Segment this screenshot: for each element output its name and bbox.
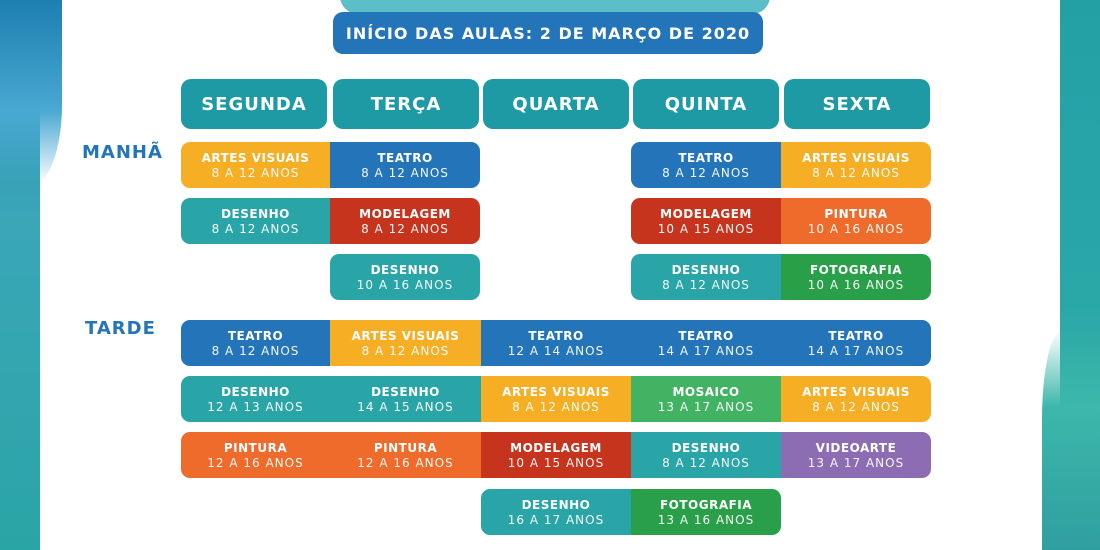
class-block	[330, 198, 480, 244]
class-title: TEATRO	[227, 329, 284, 343]
class-age-range: 8 A 12 ANOS	[662, 166, 750, 180]
class-block	[481, 489, 631, 535]
class-age-range: 8 A 12 ANOS	[512, 400, 600, 414]
class-block	[631, 432, 781, 478]
class-block	[781, 254, 931, 300]
class-block	[481, 376, 631, 422]
period-label-afternoon: TARDE	[85, 318, 156, 339]
class-block	[181, 198, 330, 244]
day-header-wednesday: QUARTA	[483, 79, 629, 129]
class-age-range: 12 A 14 ANOS	[507, 344, 605, 358]
class-title: TEATRO	[528, 329, 584, 343]
class-age-range: 13 A 17 ANOS	[807, 456, 905, 470]
class-title: PINTURA	[373, 441, 438, 455]
left-watercolor-wash	[0, 0, 62, 185]
right-watercolor-wash	[1042, 330, 1100, 550]
class-title: DESENHO	[671, 441, 741, 455]
class-block	[330, 254, 480, 300]
class-age-range: 13 A 17 ANOS	[657, 400, 755, 414]
class-title: MODELAGEM	[359, 207, 451, 221]
class-title: TEATRO	[377, 151, 433, 165]
class-age-range: 8 A 12 ANOS	[211, 344, 300, 358]
class-age-range: 10 A 16 ANOS	[807, 222, 905, 236]
class-block	[781, 142, 931, 188]
class-title: FOTOGRAFIA	[809, 263, 903, 277]
class-block	[781, 432, 931, 478]
class-age-range: 10 A 15 ANOS	[657, 222, 755, 236]
class-age-range: 8 A 12 ANOS	[361, 166, 449, 180]
class-block	[631, 489, 781, 535]
class-block	[330, 320, 481, 366]
class-age-range: 12 A 16 ANOS	[207, 456, 304, 470]
class-block	[781, 376, 931, 422]
class-age-range: 8 A 12 ANOS	[361, 222, 449, 236]
class-age-range: 8 A 12 ANOS	[662, 278, 750, 292]
class-block	[631, 320, 781, 366]
class-block	[330, 376, 481, 422]
class-block	[330, 142, 480, 188]
class-age-range: 14 A 17 ANOS	[657, 344, 755, 358]
day-header-friday: SEXTA	[784, 79, 930, 129]
class-block	[781, 198, 931, 244]
class-block	[631, 142, 781, 188]
class-title: ARTES VISUAIS	[351, 329, 460, 343]
class-age-range: 8 A 12 ANOS	[211, 222, 300, 236]
period-label-morning: MANHÃ	[82, 142, 163, 163]
class-title: PINTURA	[223, 441, 288, 455]
class-title: TEATRO	[678, 329, 734, 343]
class-title: DESENHO	[221, 207, 290, 221]
class-block	[481, 432, 631, 478]
day-header-monday: SEGUNDA	[181, 79, 327, 129]
class-title: DESENHO	[371, 385, 440, 399]
class-title: DESENHO	[221, 385, 290, 399]
class-block	[781, 320, 931, 366]
class-age-range: 14 A 17 ANOS	[807, 344, 905, 358]
class-title: DESENHO	[671, 263, 741, 277]
class-block	[481, 320, 631, 366]
class-title: MODELAGEM	[510, 441, 602, 455]
class-title: FOTOGRAFIA	[659, 498, 753, 512]
class-age-range: 14 A 15 ANOS	[357, 400, 454, 414]
class-age-range: 8 A 12 ANOS	[812, 166, 900, 180]
class-title: ARTES VISUAIS	[802, 385, 910, 399]
class-block	[631, 198, 781, 244]
class-age-range: 12 A 13 ANOS	[207, 400, 304, 414]
class-title: TEATRO	[828, 329, 884, 343]
class-block	[631, 376, 781, 422]
class-age-range: 8 A 12 ANOS	[361, 344, 450, 358]
day-header-tuesday: TERÇA	[333, 79, 479, 129]
class-age-range: 16 A 17 ANOS	[507, 513, 605, 527]
right-watercolor-border	[1060, 0, 1100, 550]
class-age-range: 13 A 16 ANOS	[657, 513, 755, 527]
class-age-range: 10 A 15 ANOS	[507, 456, 605, 470]
class-block	[181, 142, 330, 188]
day-header-thursday: QUINTA	[633, 79, 779, 129]
class-title: ARTES VISUAIS	[201, 151, 310, 165]
class-age-range: 8 A 12 ANOS	[211, 166, 300, 180]
class-age-range: 12 A 16 ANOS	[357, 456, 454, 470]
class-title: MODELAGEM	[660, 207, 752, 221]
class-title: PINTURA	[824, 207, 888, 221]
class-title: TEATRO	[678, 151, 734, 165]
class-block	[181, 432, 330, 478]
class-age-range: 8 A 12 ANOS	[812, 400, 900, 414]
class-title: DESENHO	[370, 263, 440, 277]
class-block	[330, 432, 481, 478]
left-watercolor-border	[0, 0, 40, 550]
class-title: DESENHO	[521, 498, 591, 512]
class-title: ARTES VISUAIS	[802, 151, 910, 165]
class-block	[181, 320, 330, 366]
class-block	[631, 254, 781, 300]
class-block	[181, 376, 330, 422]
class-age-range: 10 A 16 ANOS	[807, 278, 905, 292]
class-title: ARTES VISUAIS	[502, 385, 610, 399]
start-date-banner: INÍCIO DAS AULAS: 2 DE MARÇO DE 2020	[333, 12, 763, 54]
class-age-range: 8 A 12 ANOS	[662, 456, 750, 470]
class-age-range: 10 A 16 ANOS	[356, 278, 454, 292]
class-title: VIDEOARTE	[815, 441, 897, 455]
class-title: MOSAICO	[672, 385, 740, 399]
